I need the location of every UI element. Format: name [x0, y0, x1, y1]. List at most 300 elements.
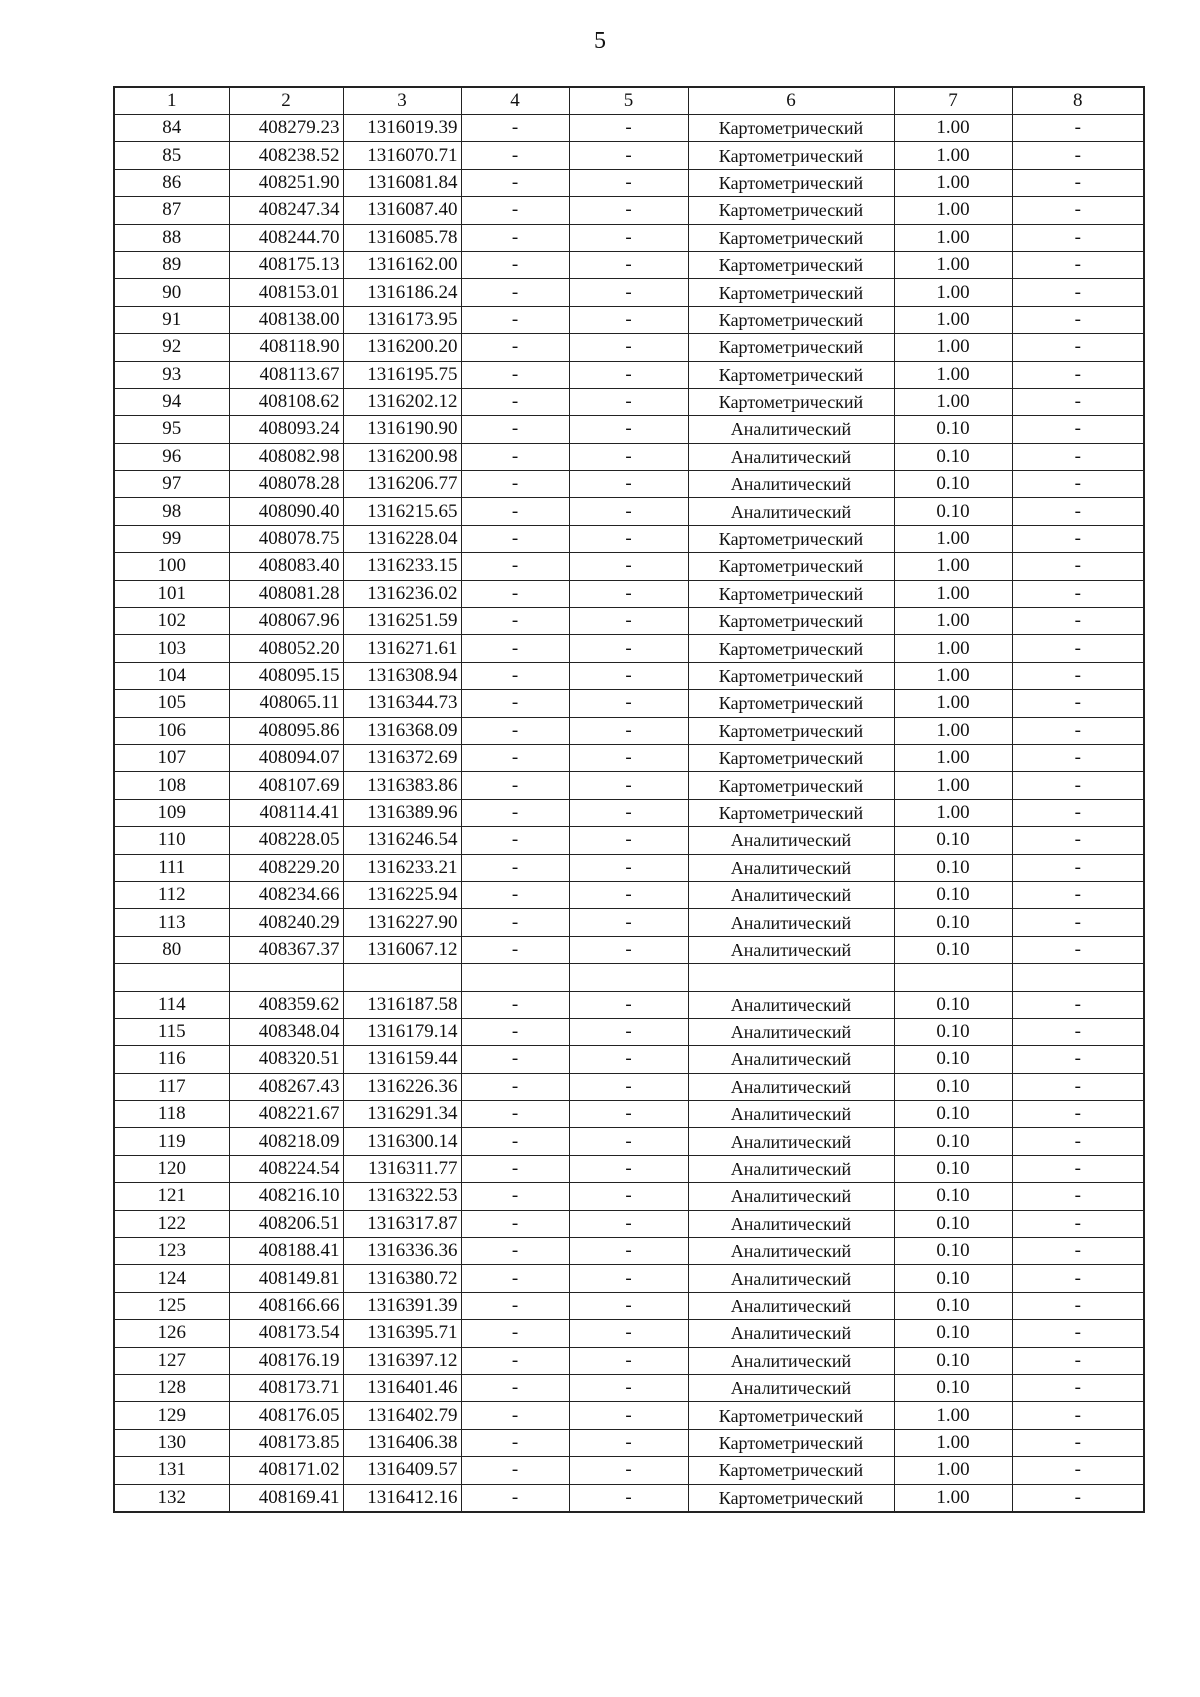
x-coordinate-cell: 408216.10: [229, 1183, 343, 1210]
accuracy-cell: 0.10: [894, 1320, 1012, 1347]
column-5-value-cell: -: [569, 717, 688, 744]
point-number-cell: 102: [114, 608, 229, 635]
y-coordinate-cell: 1316200.98: [343, 443, 461, 470]
point-number-cell: 107: [114, 744, 229, 771]
point-number-cell: 88: [114, 224, 229, 251]
column-5-value-cell: -: [569, 744, 688, 771]
column-4-value-cell: -: [461, 881, 569, 908]
point-number-cell: 115: [114, 1018, 229, 1045]
column-8-value-cell: -: [1012, 1402, 1144, 1429]
table-row: [114, 608, 1144, 635]
method-cell: Картометрический: [688, 744, 894, 771]
accuracy-cell: 0.10: [894, 827, 1012, 854]
table-row: [114, 964, 1144, 991]
column-5-value-cell: -: [569, 608, 688, 635]
table-row: [114, 443, 1144, 470]
point-number-cell: 123: [114, 1238, 229, 1265]
column-5-value-cell: -: [569, 1155, 688, 1182]
column-4-value-cell: -: [461, 1018, 569, 1045]
column-4-value-cell: -: [461, 169, 569, 196]
accuracy-cell: 0.10: [894, 1265, 1012, 1292]
x-coordinate-cell: 408359.62: [229, 991, 343, 1018]
column-4-value-cell: -: [461, 1238, 569, 1265]
column-8-value-cell: -: [1012, 799, 1144, 826]
x-coordinate-cell: 408240.29: [229, 909, 343, 936]
accuracy-cell: 1.00: [894, 279, 1012, 306]
accuracy-cell: 0.10: [894, 498, 1012, 525]
y-coordinate-cell: 1316187.58: [343, 991, 461, 1018]
table-row: [114, 635, 1144, 662]
point-number-cell: 114: [114, 991, 229, 1018]
column-5-value-cell: -: [569, 1073, 688, 1100]
point-number-cell: 86: [114, 169, 229, 196]
method-cell: Картометрический: [688, 772, 894, 799]
table-row: [114, 279, 1144, 306]
table-row: [114, 1018, 1144, 1045]
column-8-value-cell: -: [1012, 1128, 1144, 1155]
x-coordinate-cell: 408107.69: [229, 772, 343, 799]
column-header-6: 6: [688, 87, 894, 115]
method-cell: Картометрический: [688, 525, 894, 552]
column-4-value-cell: -: [461, 1292, 569, 1319]
method-cell: Аналитический: [688, 1155, 894, 1182]
accuracy-cell: 1.00: [894, 388, 1012, 415]
method-cell: Аналитический: [688, 881, 894, 908]
coordinates-table: [113, 86, 1145, 1513]
column-4-value-cell: -: [461, 1101, 569, 1128]
method-cell: Картометрический: [688, 251, 894, 278]
column-8-value-cell: -: [1012, 115, 1144, 142]
column-8-value-cell: -: [1012, 717, 1144, 744]
column-4-value-cell: -: [461, 115, 569, 142]
point-number-cell: 117: [114, 1073, 229, 1100]
point-number-cell: [114, 964, 229, 991]
method-cell: Картометрический: [688, 580, 894, 607]
column-4-value-cell: -: [461, 525, 569, 552]
accuracy-cell: 0.10: [894, 1018, 1012, 1045]
point-number-cell: 90: [114, 279, 229, 306]
point-number-cell: 125: [114, 1292, 229, 1319]
accuracy-cell: 1.00: [894, 608, 1012, 635]
column-8-value-cell: -: [1012, 334, 1144, 361]
accuracy-cell: 1.00: [894, 142, 1012, 169]
y-coordinate-cell: 1316070.71: [343, 142, 461, 169]
table-row: [114, 1402, 1144, 1429]
column-5-value-cell: -: [569, 936, 688, 963]
x-coordinate-cell: 408228.05: [229, 827, 343, 854]
column-8-value-cell: -: [1012, 881, 1144, 908]
column-5-value-cell: -: [569, 471, 688, 498]
x-coordinate-cell: 408229.20: [229, 854, 343, 881]
x-coordinate-cell: 408267.43: [229, 1073, 343, 1100]
y-coordinate-cell: 1316202.12: [343, 388, 461, 415]
point-number-cell: 101: [114, 580, 229, 607]
y-coordinate-cell: 1316300.14: [343, 1128, 461, 1155]
column-4-value-cell: -: [461, 1128, 569, 1155]
x-coordinate-cell: 408247.34: [229, 197, 343, 224]
column-4-value-cell: -: [461, 580, 569, 607]
y-coordinate-cell: 1316391.39: [343, 1292, 461, 1319]
method-cell: Картометрический: [688, 1457, 894, 1484]
column-8-value-cell: -: [1012, 1429, 1144, 1456]
method-cell: Картометрический: [688, 662, 894, 689]
point-number-cell: 100: [114, 553, 229, 580]
y-coordinate-cell: 1316173.95: [343, 306, 461, 333]
method-cell: Аналитический: [688, 854, 894, 881]
x-coordinate-cell: 408173.85: [229, 1429, 343, 1456]
accuracy-cell: 0.10: [894, 936, 1012, 963]
column-5-value-cell: [569, 964, 688, 991]
column-8-value-cell: -: [1012, 142, 1144, 169]
accuracy-cell: 0.10: [894, 1374, 1012, 1401]
point-number-cell: 85: [114, 142, 229, 169]
column-4-value-cell: -: [461, 1429, 569, 1456]
y-coordinate-cell: 1316412.16: [343, 1484, 461, 1512]
column-4-value-cell: -: [461, 909, 569, 936]
column-8-value-cell: -: [1012, 416, 1144, 443]
table-row: [114, 1292, 1144, 1319]
y-coordinate-cell: 1316397.12: [343, 1347, 461, 1374]
y-coordinate-cell: 1316186.24: [343, 279, 461, 306]
column-4-value-cell: -: [461, 991, 569, 1018]
column-4-value-cell: -: [461, 197, 569, 224]
accuracy-cell: 1.00: [894, 662, 1012, 689]
point-number-cell: 95: [114, 416, 229, 443]
point-number-cell: 93: [114, 361, 229, 388]
column-5-value-cell: -: [569, 416, 688, 443]
y-coordinate-cell: 1316019.39: [343, 115, 461, 142]
column-8-value-cell: -: [1012, 580, 1144, 607]
column-header-3: 3: [343, 87, 461, 115]
y-coordinate-cell: 1316159.44: [343, 1046, 461, 1073]
method-cell: Аналитический: [688, 1101, 894, 1128]
x-coordinate-cell: 408206.51: [229, 1210, 343, 1237]
column-5-value-cell: -: [569, 388, 688, 415]
column-5-value-cell: -: [569, 443, 688, 470]
x-coordinate-cell: 408320.51: [229, 1046, 343, 1073]
column-8-value-cell: -: [1012, 1101, 1144, 1128]
column-5-value-cell: -: [569, 635, 688, 662]
y-coordinate-cell: 1316190.90: [343, 416, 461, 443]
table-row: [114, 1374, 1144, 1401]
table-row: [114, 991, 1144, 1018]
method-cell: Картометрический: [688, 224, 894, 251]
point-number-cell: 110: [114, 827, 229, 854]
column-8-value-cell: -: [1012, 1320, 1144, 1347]
column-5-value-cell: -: [569, 279, 688, 306]
column-4-value-cell: -: [461, 799, 569, 826]
y-coordinate-cell: 1316402.79: [343, 1402, 461, 1429]
point-number-cell: 94: [114, 388, 229, 415]
column-5-value-cell: -: [569, 1457, 688, 1484]
accuracy-cell: 1.00: [894, 690, 1012, 717]
point-number-cell: 96: [114, 443, 229, 470]
method-cell: Аналитический: [688, 1128, 894, 1155]
x-coordinate-cell: 408176.19: [229, 1347, 343, 1374]
x-coordinate-cell: 408188.41: [229, 1238, 343, 1265]
y-coordinate-cell: 1316195.75: [343, 361, 461, 388]
table-row: [114, 1429, 1144, 1456]
table-row: [114, 690, 1144, 717]
accuracy-cell: 0.10: [894, 443, 1012, 470]
y-coordinate-cell: 1316336.36: [343, 1238, 461, 1265]
column-8-value-cell: -: [1012, 1484, 1144, 1512]
table-row: [114, 525, 1144, 552]
y-coordinate-cell: 1316215.65: [343, 498, 461, 525]
y-coordinate-cell: 1316162.00: [343, 251, 461, 278]
column-5-value-cell: -: [569, 1484, 688, 1512]
column-4-value-cell: -: [461, 1320, 569, 1347]
column-4-value-cell: -: [461, 717, 569, 744]
table-row: [114, 1073, 1144, 1100]
method-cell: Аналитический: [688, 909, 894, 936]
table-row: [114, 772, 1144, 799]
method-cell: Аналитический: [688, 991, 894, 1018]
accuracy-cell: 0.10: [894, 909, 1012, 936]
x-coordinate-cell: 408118.90: [229, 334, 343, 361]
column-5-value-cell: -: [569, 580, 688, 607]
column-8-value-cell: -: [1012, 279, 1144, 306]
method-cell: Картометрический: [688, 361, 894, 388]
column-8-value-cell: -: [1012, 1347, 1144, 1374]
column-8-value-cell: -: [1012, 553, 1144, 580]
y-coordinate-cell: 1316246.54: [343, 827, 461, 854]
header-row: [114, 87, 1144, 115]
table-row: [114, 1046, 1144, 1073]
column-8-value-cell: -: [1012, 471, 1144, 498]
accuracy-cell: 0.10: [894, 1046, 1012, 1073]
y-coordinate-cell: 1316206.77: [343, 471, 461, 498]
point-number-cell: 105: [114, 690, 229, 717]
table-row: [114, 1238, 1144, 1265]
column-8-value-cell: -: [1012, 635, 1144, 662]
accuracy-cell: 0.10: [894, 1347, 1012, 1374]
y-coordinate-cell: 1316067.12: [343, 936, 461, 963]
accuracy-cell: 0.10: [894, 991, 1012, 1018]
y-coordinate-cell: 1316322.53: [343, 1183, 461, 1210]
page-number: 5: [594, 28, 606, 54]
point-number-cell: 99: [114, 525, 229, 552]
point-number-cell: 120: [114, 1155, 229, 1182]
column-4-value-cell: -: [461, 388, 569, 415]
x-coordinate-cell: 408095.86: [229, 717, 343, 744]
column-8-value-cell: -: [1012, 827, 1144, 854]
table-row: [114, 827, 1144, 854]
accuracy-cell: 0.10: [894, 1292, 1012, 1319]
table-row: [114, 498, 1144, 525]
column-8-value-cell: -: [1012, 498, 1144, 525]
point-number-cell: 127: [114, 1347, 229, 1374]
column-5-value-cell: -: [569, 1347, 688, 1374]
point-number-cell: 130: [114, 1429, 229, 1456]
column-4-value-cell: -: [461, 1265, 569, 1292]
table-row: [114, 1347, 1144, 1374]
table-row: [114, 224, 1144, 251]
point-number-cell: 104: [114, 662, 229, 689]
column-8-value-cell: -: [1012, 936, 1144, 963]
method-cell: Картометрический: [688, 334, 894, 361]
method-cell: Картометрический: [688, 717, 894, 744]
column-4-value-cell: -: [461, 361, 569, 388]
method-cell: Картометрический: [688, 799, 894, 826]
y-coordinate-cell: 1316383.86: [343, 772, 461, 799]
column-5-value-cell: -: [569, 827, 688, 854]
column-8-value-cell: -: [1012, 608, 1144, 635]
column-5-value-cell: -: [569, 1402, 688, 1429]
y-coordinate-cell: 1316401.46: [343, 1374, 461, 1401]
method-cell: Аналитический: [688, 1347, 894, 1374]
column-4-value-cell: -: [461, 498, 569, 525]
accuracy-cell: 0.10: [894, 471, 1012, 498]
table-row: [114, 388, 1144, 415]
column-5-value-cell: -: [569, 799, 688, 826]
column-5-value-cell: -: [569, 498, 688, 525]
column-4-value-cell: -: [461, 443, 569, 470]
method-cell: Картометрический: [688, 197, 894, 224]
y-coordinate-cell: 1316406.38: [343, 1429, 461, 1456]
x-coordinate-cell: 408166.66: [229, 1292, 343, 1319]
column-8-value-cell: -: [1012, 1018, 1144, 1045]
column-8-value-cell: -: [1012, 169, 1144, 196]
method-cell: Картометрический: [688, 1484, 894, 1512]
column-8-value-cell: -: [1012, 1046, 1144, 1073]
column-8-value-cell: -: [1012, 1210, 1144, 1237]
column-4-value-cell: -: [461, 279, 569, 306]
table-row: [114, 1128, 1144, 1155]
column-8-value-cell: -: [1012, 1265, 1144, 1292]
point-number-cell: 124: [114, 1265, 229, 1292]
x-coordinate-cell: 408052.20: [229, 635, 343, 662]
table-row: [114, 334, 1144, 361]
method-cell: Аналитический: [688, 1210, 894, 1237]
column-4-value-cell: -: [461, 306, 569, 333]
column-5-value-cell: -: [569, 115, 688, 142]
column-4-value-cell: -: [461, 1183, 569, 1210]
y-coordinate-cell: 1316389.96: [343, 799, 461, 826]
column-5-value-cell: -: [569, 1183, 688, 1210]
method-cell: Аналитический: [688, 471, 894, 498]
table-row: [114, 306, 1144, 333]
column-8-value-cell: -: [1012, 772, 1144, 799]
column-4-value-cell: -: [461, 334, 569, 361]
column-8-value-cell: -: [1012, 1155, 1144, 1182]
column-4-value-cell: -: [461, 1347, 569, 1374]
accuracy-cell: 1.00: [894, 1402, 1012, 1429]
column-5-value-cell: -: [569, 854, 688, 881]
column-8-value-cell: -: [1012, 388, 1144, 415]
table-row: [114, 1101, 1144, 1128]
table-row: [114, 1210, 1144, 1237]
column-5-value-cell: -: [569, 142, 688, 169]
accuracy-cell: 1.00: [894, 744, 1012, 771]
column-header-8: 8: [1012, 87, 1144, 115]
accuracy-cell: 1.00: [894, 169, 1012, 196]
method-cell: Аналитический: [688, 827, 894, 854]
column-8-value-cell: -: [1012, 361, 1144, 388]
table-row: [114, 662, 1144, 689]
column-5-value-cell: -: [569, 1374, 688, 1401]
table-row: [114, 580, 1144, 607]
column-4-value-cell: -: [461, 936, 569, 963]
table-row: [114, 1265, 1144, 1292]
table-row: [114, 251, 1144, 278]
column-8-value-cell: -: [1012, 1457, 1144, 1484]
column-4-value-cell: -: [461, 662, 569, 689]
y-coordinate-cell: [343, 964, 461, 991]
x-coordinate-cell: 408251.90: [229, 169, 343, 196]
y-coordinate-cell: 1316380.72: [343, 1265, 461, 1292]
column-8-value-cell: -: [1012, 690, 1144, 717]
table-row: [114, 1484, 1144, 1512]
point-number-cell: 109: [114, 799, 229, 826]
column-4-value-cell: -: [461, 1046, 569, 1073]
method-cell: Картометрический: [688, 635, 894, 662]
point-number-cell: 112: [114, 881, 229, 908]
table-row: [114, 142, 1144, 169]
column-8-value-cell: -: [1012, 991, 1144, 1018]
point-number-cell: 98: [114, 498, 229, 525]
y-coordinate-cell: 1316344.73: [343, 690, 461, 717]
column-4-value-cell: -: [461, 224, 569, 251]
accuracy-cell: 1.00: [894, 306, 1012, 333]
method-cell: Аналитический: [688, 936, 894, 963]
column-4-value-cell: -: [461, 142, 569, 169]
table-row: [114, 115, 1144, 142]
x-coordinate-cell: 408081.28: [229, 580, 343, 607]
table-row: [114, 1155, 1144, 1182]
column-8-value-cell: -: [1012, 224, 1144, 251]
accuracy-cell: 0.10: [894, 854, 1012, 881]
method-cell: Картометрический: [688, 553, 894, 580]
y-coordinate-cell: 1316271.61: [343, 635, 461, 662]
column-8-value-cell: [1012, 964, 1144, 991]
column-8-value-cell: -: [1012, 443, 1144, 470]
point-number-cell: 106: [114, 717, 229, 744]
x-coordinate-cell: 408113.67: [229, 361, 343, 388]
x-coordinate-cell: 408082.98: [229, 443, 343, 470]
column-4-value-cell: -: [461, 827, 569, 854]
column-5-value-cell: -: [569, 197, 688, 224]
point-number-cell: 128: [114, 1374, 229, 1401]
column-8-value-cell: -: [1012, 1238, 1144, 1265]
point-number-cell: 132: [114, 1484, 229, 1512]
y-coordinate-cell: 1316368.09: [343, 717, 461, 744]
table-row: [114, 936, 1144, 963]
accuracy-cell: 1.00: [894, 717, 1012, 744]
method-cell: Аналитический: [688, 1073, 894, 1100]
y-coordinate-cell: 1316317.87: [343, 1210, 461, 1237]
point-number-cell: 116: [114, 1046, 229, 1073]
y-coordinate-cell: 1316251.59: [343, 608, 461, 635]
method-cell: Картометрический: [688, 1429, 894, 1456]
column-5-value-cell: -: [569, 1292, 688, 1319]
x-coordinate-cell: 408173.71: [229, 1374, 343, 1401]
column-5-value-cell: -: [569, 772, 688, 799]
column-header-5: 5: [569, 87, 688, 115]
column-8-value-cell: -: [1012, 662, 1144, 689]
column-4-value-cell: -: [461, 251, 569, 278]
column-5-value-cell: -: [569, 1210, 688, 1237]
point-number-cell: 119: [114, 1128, 229, 1155]
column-5-value-cell: -: [569, 169, 688, 196]
x-coordinate-cell: 408176.05: [229, 1402, 343, 1429]
column-5-value-cell: -: [569, 525, 688, 552]
table-row: [114, 799, 1144, 826]
table-row: [114, 471, 1144, 498]
column-4-value-cell: -: [461, 772, 569, 799]
accuracy-cell: 1.00: [894, 799, 1012, 826]
column-4-value-cell: -: [461, 1402, 569, 1429]
